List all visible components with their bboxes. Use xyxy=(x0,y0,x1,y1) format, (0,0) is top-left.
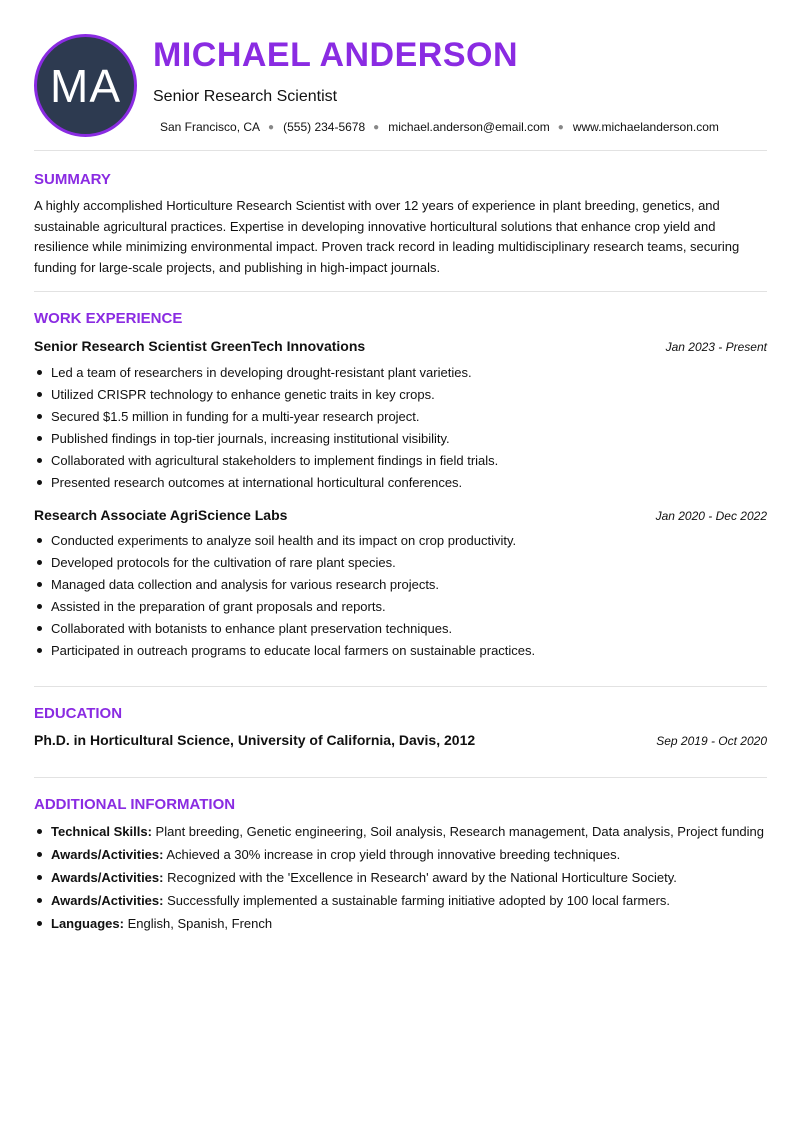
job-date: Jan 2023 - Present xyxy=(665,340,767,354)
bullet-separator-icon: ● xyxy=(268,121,275,133)
list-item: Collaborated with agricultural stakeholders to implement findings in field trials. xyxy=(34,452,769,469)
bullet-separator-icon: ● xyxy=(557,121,564,133)
contact-line xyxy=(160,120,719,134)
job-header xyxy=(34,338,767,354)
list-item: Participated in outreach programs to educate local farmers on sustainable practices. xyxy=(34,642,769,659)
divider xyxy=(34,150,767,151)
candidate-name: MICHAEL ANDERSON xyxy=(153,36,519,74)
avatar-initials: MA xyxy=(50,59,121,112)
item-label: Technical Skills: xyxy=(51,824,152,839)
bullet-separator-icon: ● xyxy=(373,121,380,133)
job-header xyxy=(34,507,767,523)
education-degree: Ph.D. in Horticultural Science, University of California, Davis, 2012 xyxy=(34,732,476,748)
section-title-education: EDUCATION xyxy=(34,705,123,722)
divider xyxy=(34,291,767,292)
job-bullets xyxy=(34,532,769,664)
divider xyxy=(34,686,767,687)
job-bullets xyxy=(34,364,769,496)
list-item: Utilized CRISPR technology to enhance genetic traits in key crops. xyxy=(34,386,769,403)
item-label: Languages: xyxy=(51,916,124,931)
section-title-additional: ADDITIONAL INFORMATION xyxy=(34,796,236,813)
contact-location: San Francisco, CA xyxy=(160,120,261,134)
job-title: Research Associate AgriScience Labs xyxy=(34,507,288,523)
list-item xyxy=(34,868,769,887)
list-item: Secured $1.5 million in funding for a multi-year research project. xyxy=(34,408,769,425)
list-item: Assisted in the preparation of grant proposals and reports. xyxy=(34,598,769,615)
item-label: Awards/Activities: xyxy=(51,893,164,908)
list-item xyxy=(34,845,769,864)
job-title: Senior Research Scientist GreenTech Innovations xyxy=(34,338,366,354)
contact-email[interactable]: michael.anderson@email.com xyxy=(388,120,550,134)
candidate-role: Senior Research Scientist xyxy=(153,88,338,105)
item-label: Awards/Activities: xyxy=(51,847,164,862)
item-text: Plant breeding, Genetic engineering, Soil analysis, Research management, Data analysis, Project funding xyxy=(155,824,765,839)
item-text: Successfully implemented a sustainable farming initiative adopted by 100 local farmers. xyxy=(167,893,671,908)
list-item: Managed data collection and analysis for various research projects. xyxy=(34,576,769,593)
list-item: Collaborated with botanists to enhance plant preservation techniques. xyxy=(34,620,769,637)
list-item xyxy=(34,914,769,933)
education-date: Sep 2019 - Oct 2020 xyxy=(656,734,767,748)
item-label: Awards/Activities: xyxy=(51,870,164,885)
list-item: Presented research outcomes at international horticultural conferences. xyxy=(34,474,769,491)
list-item xyxy=(34,891,769,910)
divider xyxy=(34,777,767,778)
avatar xyxy=(34,34,137,137)
item-text: Recognized with the 'Excellence in Research' award by the National Horticulture Society. xyxy=(167,870,677,885)
list-item xyxy=(34,822,769,841)
list-item: Published findings in top-tier journals, increasing institutional visibility. xyxy=(34,430,769,447)
contact-phone: (555) 234-5678 xyxy=(283,120,366,134)
item-text: English, Spanish, French xyxy=(127,916,273,931)
summary-text: A highly accomplished Horticulture Research Scientist with over 12 years of experience in plant breeding, genetics, and sustainable agricultural practices. Expertise in developing innovative horticultural solutions that enhance crop yield and resilience while minimizing environmental impact. Proven track record in leading multidisciplinary research teams, securing funding for large-scale projects, and publishing in high-impact journals. xyxy=(34,198,740,275)
item-text: Achieved a 30% increase in crop yield through innovative breeding techniques. xyxy=(166,847,621,862)
list-item: Conducted experiments to analyze soil health and its impact on crop productivity. xyxy=(34,532,769,549)
list-item: Developed protocols for the cultivation of rare plant species. xyxy=(34,554,769,571)
contact-website[interactable]: www.michaelanderson.com xyxy=(572,120,719,134)
section-title-experience: WORK EXPERIENCE xyxy=(34,310,183,327)
education-entry xyxy=(34,732,767,748)
list-item: Led a team of researchers in developing drought-resistant plant varieties. xyxy=(34,364,769,381)
additional-list xyxy=(34,822,769,937)
section-title-summary: SUMMARY xyxy=(34,171,111,188)
job-date: Jan 2020 - Dec 2022 xyxy=(655,509,767,523)
